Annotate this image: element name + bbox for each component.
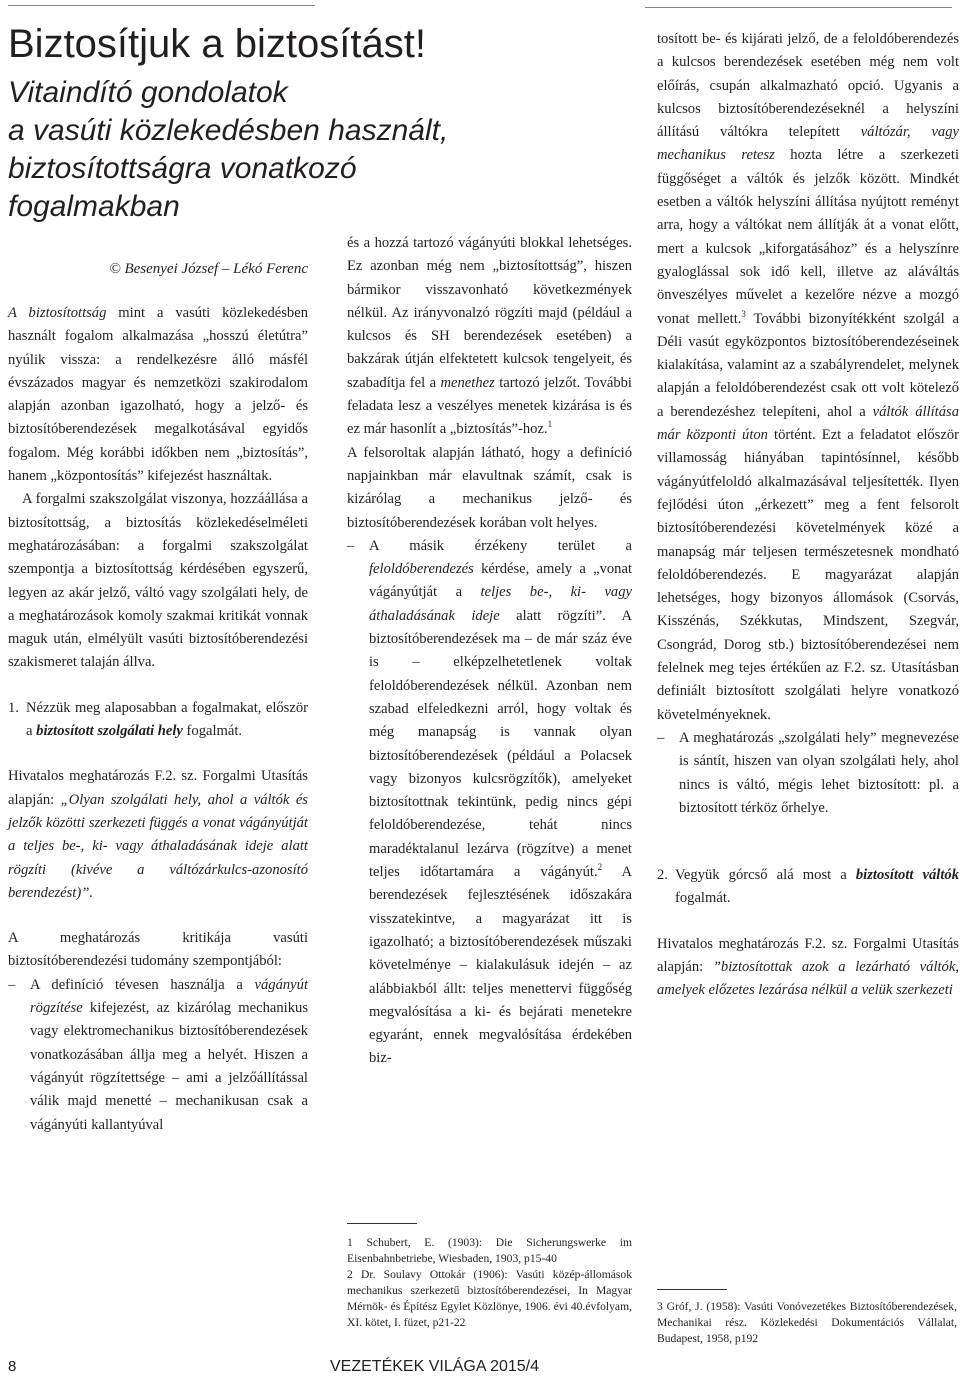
footnote-ref: 3 bbox=[741, 308, 746, 319]
dash-italic: feloldóberendezés bbox=[369, 561, 474, 578]
italic-term: váltók állítása már központi úton bbox=[657, 403, 959, 444]
paragraph-text: tosított be- és kijárati jelző, de a feloldóberendezés a kulcsos berendezések esetében még nem volt előírás, csupán alkalmazható opció. Ugyanis a kulcsos biztosítóberendezéseknél a helyszíni állítású váltókra telepített bbox=[657, 31, 959, 141]
dash-item-text bbox=[30, 974, 308, 1137]
item-text bbox=[675, 864, 959, 911]
paragraph bbox=[657, 28, 959, 727]
subtitle-line: fogalmakban bbox=[8, 190, 180, 223]
italic-term: A biztosítottság bbox=[8, 305, 107, 321]
column-2 bbox=[347, 232, 632, 1071]
paragraph-text: hozta létre a szerkezeti függőséget a váltók és jelzők között. Mindkét esetben a váltók helyszíni állítása nyújtott reményt arra, hogy a váltókat nem állítják át a vonat előtt, mert a kulcsok „kiforgatásához” és a helyszínre gyaloglással sok idő kell, illetve az aláváltás önveszélyes művelet a kezelőre nézve a mozgó vonat mellett. bbox=[657, 147, 960, 327]
dash-text: kérdése, amely a „vonat vágányútját a bbox=[369, 561, 632, 601]
numbered-item-1 bbox=[8, 697, 308, 744]
footnote-ref: 1 bbox=[547, 419, 553, 430]
dash-item: – A definíció tévesen használja a vágányút rögzítése kifejezést, az kizárólag mechanikus vagy elektromechanikus biztosítóberendezések vonatkozásában állja meg a helyét. Hiszen a vágányút rögzítettsége – ami a jelzőállítással válik majd menetté – mechanikusan csak a vágányúti kallantyúval bbox=[8, 974, 308, 1137]
paragraph: A meghatározás kritikája vasúti biztosítóberendezési tudomány szempontjából: bbox=[8, 930, 308, 970]
dash-text: alatt rögzíti”. A biztosítóberendezések ma – de már száz éve is – elképzelhetetlenek voltak feloldóberendezések nélkül. Azonban nem szabad elfeledkezni arról, hogy voltak és még manapság is vannak olyan biztosítóberendezések (például a Polacsek vagy bizonyos kulcsrögzítők), amelyeket biztosítottnak tekintünk, pedig nincs gépi feloldóberendezése, tehát nincs maradéktalanul lezárva (rögzítve) a menet teljes időtartamára a vágányút. bbox=[369, 607, 632, 881]
paragraph-text: tartozó jelzőt. További feladata lesz a veszélyes menetek kizárása is és ez már hasonlít a „biztosítás”-hoz. bbox=[347, 374, 632, 438]
page-number: 8 bbox=[8, 1358, 17, 1375]
item-text-start: Vegyük górcső alá most a bbox=[675, 867, 856, 884]
column-3 bbox=[657, 28, 959, 1003]
numbered-item-2 bbox=[657, 864, 959, 911]
top-rule bbox=[8, 5, 315, 6]
footnote: 3 Gróf, J. (1958): Vasúti Vonóvezetékes Biztosítóberendezések, Mechanikai rész. Közlekedési Dokumentációs Vállalat, Budapest, 1958, p192 bbox=[657, 1300, 957, 1345]
paragraph-text: és a hozzá tartozó vágányúti blokkal lehetséges. Ez azonban még nem „biztosítottság”, hiszen bármikor visszavonható következmények nélkül. Az irányvonalzó rögzíti majd (például a kulcsos és SH berendezések esetében) a bakzárak útján elfektetett kulcsok tengelyeit, és szabadítja fel a bbox=[347, 235, 632, 391]
italic-term: váltózár, vagy mechanikus retesz bbox=[657, 124, 959, 164]
dash-item-text bbox=[369, 535, 632, 1071]
subtitle-line: Vitaindító gondolatok bbox=[8, 76, 288, 109]
footnote-ref: 2 bbox=[597, 862, 603, 873]
item-text-end: fogalmát. bbox=[675, 890, 731, 907]
paragraph bbox=[8, 302, 308, 488]
subtitle-line: a vasúti közlekedésben használt, bbox=[8, 114, 449, 147]
definition-intro: Hivatalos meghatározás F.2. sz. Forgalmi Utasítás alapján: bbox=[657, 935, 959, 975]
definition-intro: Hivatalos meghatározás F.2. sz. Forgalmi Utasítás alapján: bbox=[8, 768, 308, 808]
definition-paragraph bbox=[657, 933, 959, 1003]
item-number: 2. bbox=[657, 867, 668, 884]
top-rule-right bbox=[645, 7, 952, 8]
dash-text: A berendezések fejlesztésének időszakára visszatekintve, a magyarázat itt is igazolható; a biztosítóberendezések műszaki követelménye – kialakulásuk idején – az alábbiakból állt: teljes menettervi függőség megvalósítása a ki- és bejárati menetekre egyaránt, ennek megvalósítása érdekében biz- bbox=[369, 864, 632, 1067]
footnote-rule bbox=[657, 1289, 727, 1290]
item-text bbox=[26, 697, 308, 744]
paragraph-text: További bizonyítékként szolgál a Déli vasút egyközpontos biztosítóberendezéseinek kialakítása, valamint az a szabályrendelet, melynek alapján a feloldóberendezést csak ott volt kötelező a berendezéshez telepíteni, ahol a bbox=[657, 310, 959, 420]
footnote: 2 Dr. Soulavy Ottokár (1906): Vasúti közép-állomások mechanikus szerkezetű biztosítóberendezései, In Magyar Mérnök- és Építész Egylet Közlönye, 1906. évi 40.évfolyam, XI. kötet, I. füzet, p21-22 bbox=[347, 1268, 632, 1329]
footnote: 1 Schubert, E. (1903): Die Sicherungswerke im Eisenbahnbetriebe, Wiesbaden, 1903, p15-40 bbox=[347, 1236, 632, 1265]
paragraph: A felsoroltak alapján látható, hogy a definíció napjainkban már elavultnak számít, csak is kizárólag a mechanikus jelző- és biztosítóberendezések korában volt helyes. bbox=[347, 444, 632, 531]
item-term: biztosított szolgálati hely bbox=[36, 723, 183, 740]
item-term: biztosított váltók bbox=[855, 867, 960, 884]
paragraph-text: mint a vasúti közlekedésben használt fogalom alkalmazása „hosszú életútra” nyúlik vissza: a rendelkezésre álló másfél évszázados magyar és nemzetközi szakirodalom alapján azonban igazolható, hogy a jelző- és biztosítóberendezések megalkotásával egyidős fogalom. Még korábbi időkben nem „biztosítás”, hanem „központosítás” kifejezést használtak. bbox=[8, 305, 308, 485]
definition-quote: ”biztosítottak azok a lezárható váltók, amelyek előzetes lezárása nélkül a velük szerkezeti bbox=[657, 958, 959, 999]
dash-italic: vágányút rögzítése bbox=[30, 976, 308, 1017]
footnotes-column-2 bbox=[347, 1235, 632, 1331]
dash-item: – A másik érzékeny terület a feloldóberendezés kérdése, amely a „vonat vágányútját a teljes be-, ki- vagy áthaladásának ideje alatt rögzíti”. A biztosítóberendezések ma – de már száz éve is – elképzelhetetlenek voltak feloldóberendezések nélkül. Azonban nem szabad elfeledkezni arról, hogy voltak és még manapság is vannak olyan biztosítóberendezések (például a Polacsek vagy bizonyos kulcsrögzítők), amelyeket biztosítottnak tekintünk, pedig nincs gépi feloldóberendezése, tehát nincs maradéktalanul lezárva (rögzítve) a menet teljes időtartamára a vágányút.$^2$ A berendezések fejlesztésének időszakára visszatekintve, a magyarázat itt is igazolható; a biztosítóberendezések műszaki követelménye – kialakulásuk idején – az alábbiakból állt: teljes menettervi függőség megvalósítása a ki- és bejárati menetekre egyaránt, ennek megvalósítása érdekében biz- bbox=[347, 535, 632, 1071]
paragraph: A forgalmi szakszolgálat viszonya, hozzáállása a biztosítottság, a biztosítás közlekedéselméleti meghatározásában: a forgalmi szakszolgálat szempontja a biztosítottság kérdésében egyszerű, legyen az akár jelző, váltó vagy szolgálati hely, de a meghatározások komoly szakmai kritikát vonnak maguk után, elmélyült vasúti biztosítóberendezési szakismeret talaján állva. bbox=[8, 491, 308, 671]
dash-text: A másik érzékeny terület a bbox=[369, 537, 632, 554]
article-subtitle bbox=[8, 74, 638, 226]
item-number: 1. bbox=[8, 699, 19, 716]
dash-italic: teljes be-, ki- vagy áthaladásának ideje bbox=[369, 584, 633, 624]
definition-paragraph bbox=[8, 765, 308, 905]
paragraph bbox=[347, 232, 632, 442]
dash-text-start: A definíció tévesen használja a bbox=[30, 976, 255, 993]
article-title: Biztosítjuk a biztosítást! bbox=[8, 22, 426, 66]
item-text-end: fogalmát. bbox=[182, 723, 243, 740]
column-1 bbox=[8, 302, 308, 1137]
dash-item-text: A meghatározás „szolgálati hely” megnevezése is sántít, hiszen van olyan szolgálati hely, ahol nincs is váltó, mégis lehet biztosított: pl. a biztosított térköz őrhelye. bbox=[679, 729, 959, 816]
authors: © Besenyei József – Lékó Ferenc bbox=[109, 261, 308, 277]
footnote-rule bbox=[347, 1223, 417, 1224]
definition-quote: „Olyan szolgálati hely, ahol a váltók és jelzők közötti szerkezeti függés a vonat vágányútját a teljes be-, ki- vagy áthaladásának ideje alatt rögzíti (kivéve a váltózárkulcs-azonosító berendezést)”. bbox=[8, 791, 308, 901]
subtitle-line: biztosítottságra vonatkozó bbox=[8, 152, 357, 185]
footnotes-column-3 bbox=[657, 1299, 957, 1347]
magazine-issue: VEZETÉKEK VILÁGA 2015/4 bbox=[330, 1358, 539, 1375]
paragraph-text: történt. Ezt a feladatot először villamosság hiányában tapintósínnel, később vágányútfeloldó alkalmazásával teljesítették. Ilyen fejlődési úton „érkezett” meg a fent felsorolt biztosítóberendezési követelmények közé a manapság már teljesen természetesnek mondható feloldóberendezés. E magyarázat alapján lehetséges, hogy bizonyos állomások (Csorvás, Kisszénás, Székkutas, Mindszent, Szegvár, Csongrád, Dorog stb.) biztosítóberendezései nem felelnek meg tejes értékűen az F.2. sz. Utasításban definiált biztosított szolgálati helyre vonatkozó követelményeknek. bbox=[657, 427, 959, 723]
dash-text-end: kifejezést, az kizárólag mechanikus vagy elektromechanikus biztosítóberendezések vonatkozásában állja meg a helyét. Hiszen a vágányút rögzítettsége – ami a jelzőállítással válik majd menetté – mechanikusan csak a vágányúti kallantyúval bbox=[30, 1000, 308, 1133]
item-text-start: Nézzük meg alaposabban a fogalmakat, először a bbox=[26, 699, 308, 740]
italic-term: menethez bbox=[440, 374, 495, 391]
dash-item: – A meghatározás „szolgálati hely” megnevezése is sántít, hiszen van olyan szolgálati hely, ahol nincs is váltó, mégis lehet biztosított: pl. a biztosított térköz őrhelye. bbox=[657, 727, 959, 820]
